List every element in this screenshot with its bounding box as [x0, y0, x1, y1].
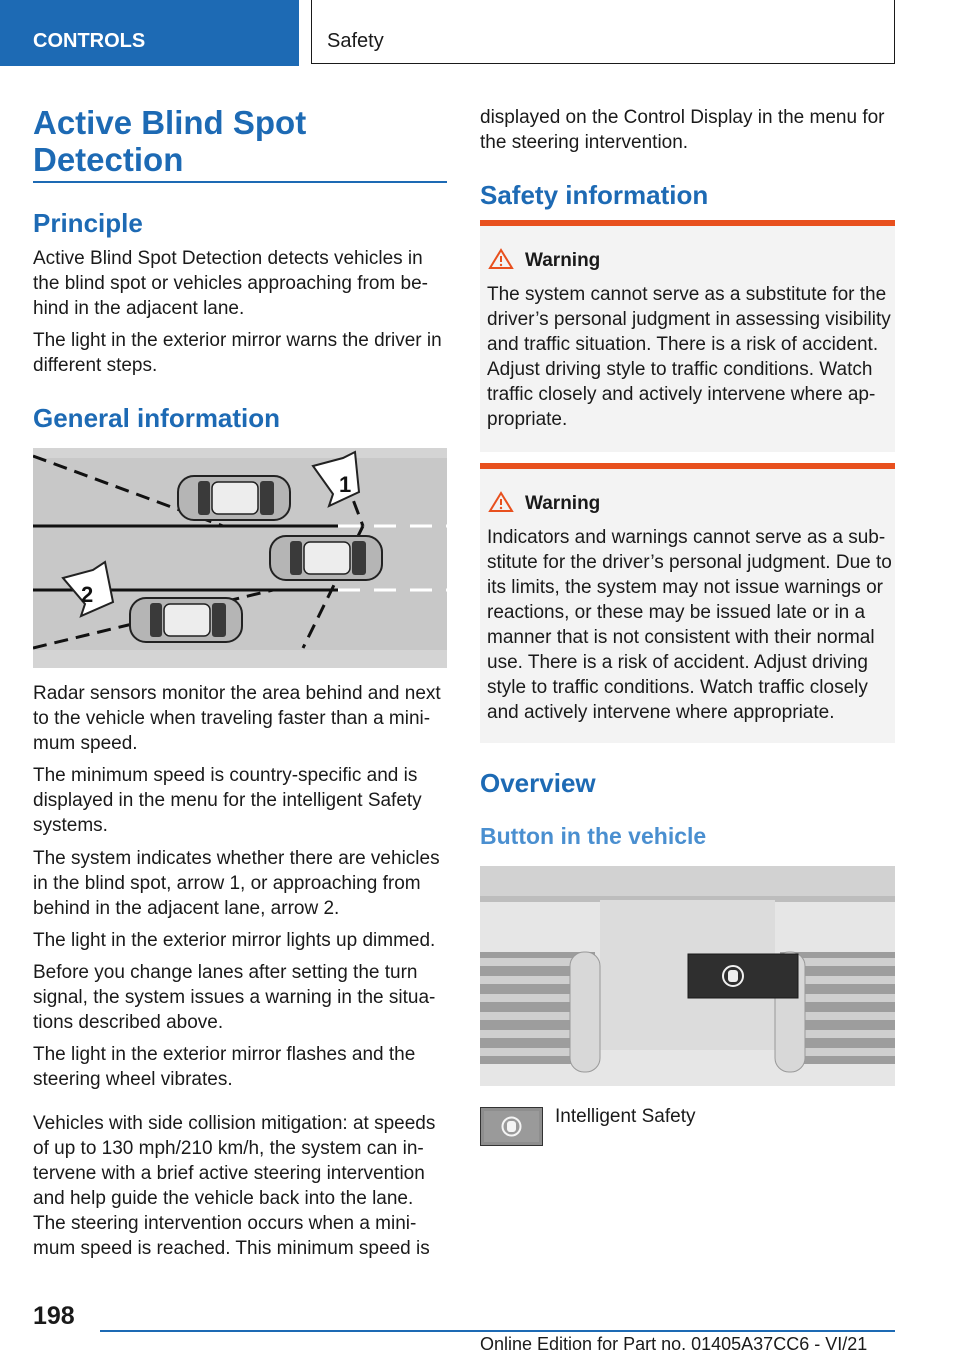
blind-spot-illustration — [33, 448, 447, 668]
warning-1-title: Warning — [525, 250, 601, 271]
paragraph-change-lanes: Before you change lanes after setting the turn signal, the system issues a warning in the situa-tions described above. — [33, 962, 436, 1033]
warning-2-title: Warning — [525, 493, 601, 514]
warning-triangle-icon — [488, 491, 514, 513]
page-title — [33, 104, 333, 178]
paragraph-light-flashes: The light in the exterior mirror flashes and the steering wheel vibrates. — [33, 1044, 416, 1090]
warning-2-text: Indicators and warnings cannot serve as a sub-stitute for the driver’s personal judgment. Due to its limits, the system may not issue warnings or reactions, or these may be issued late or in a manner that is not consistent with their normal use. There is a risk of accident. Adjust driving style to traffic conditions. Watch traffic closely and actively intervene where appropriate. — [487, 527, 892, 723]
intelligent-safety-button-icon — [480, 1107, 543, 1146]
safety-information-heading: Safety information — [480, 180, 709, 210]
svg-text:1: 1 — [339, 472, 352, 497]
paragraph-radar-sensors: Radar sensors monitor the area behind and next to the vehicle when traveling faster than a mini-mum speed. — [33, 683, 441, 754]
page-title-text: Active Blind Spot Detection — [33, 104, 307, 178]
principle-paragraph-1: Active Blind Spot Detection detects vehicles in the blind spot or vehicles approaching from be-hind in the adjacent lane. — [33, 248, 429, 319]
general-information-heading: General information — [33, 403, 281, 433]
paragraph-continued: displayed on the Control Display in the menu for the steering intervention. — [480, 107, 885, 153]
warning-box-2 — [480, 463, 895, 743]
svg-text:2: 2 — [81, 582, 94, 607]
principle-heading: Principle — [33, 208, 143, 238]
principle-paragraph-2: The light in the exterior mirror warns the driver in different steps. — [33, 330, 442, 376]
car-top-icon — [270, 536, 382, 580]
button-in-vehicle-heading: Button in the vehicle — [480, 823, 707, 849]
edition-text: Online Edition for Part no. 01405A37CC6 - VI/21 — [480, 1334, 868, 1354]
overview-heading: Overview — [480, 768, 596, 798]
warning-box-1 — [480, 220, 895, 452]
paragraph-indicates: The system indicates whether there are vehicles in the blind spot, arrow 1, or approaching from behind in the adjacent lane, arrow 2. — [33, 848, 440, 919]
footer-rule — [100, 1330, 895, 1332]
paragraph-light-dimmed: The light in the exterior mirror lights up dimmed. — [33, 930, 436, 951]
paragraph-minimum-speed: The minimum speed is country-specific and is displayed in the menu for the intelligent Safety systems. — [33, 765, 422, 836]
console-illustration — [480, 866, 895, 1086]
chapter-title: Safety — [311, 0, 895, 64]
intelligent-safety-label: Intelligent Safety — [555, 1106, 696, 1127]
paragraph-side-collision: Vehicles with side collision mitigation: at speeds of up to 130 mph/210 km/h, the system can in-tervene with a brief active steering intervention and help guide the vehicle back into the lane. The steering intervention occurs when a mini-mum speed is reached. This minimum speed is — [33, 1113, 436, 1259]
warning-1-text: The system cannot serve as a substitute for the driver’s personal judgment in assessing visibility and traffic situation. There is a risk of accident. Adjust driving style to traffic conditions. Watch traffic closely and actively intervene where ap-propriate. — [487, 284, 891, 430]
page-number: 198 — [33, 1302, 75, 1330]
section-tab: CONTROLS — [0, 0, 299, 66]
car-top-icon — [130, 598, 242, 642]
warning-triangle-icon — [488, 248, 514, 270]
title-rule — [33, 181, 447, 183]
car-top-icon — [178, 476, 290, 520]
